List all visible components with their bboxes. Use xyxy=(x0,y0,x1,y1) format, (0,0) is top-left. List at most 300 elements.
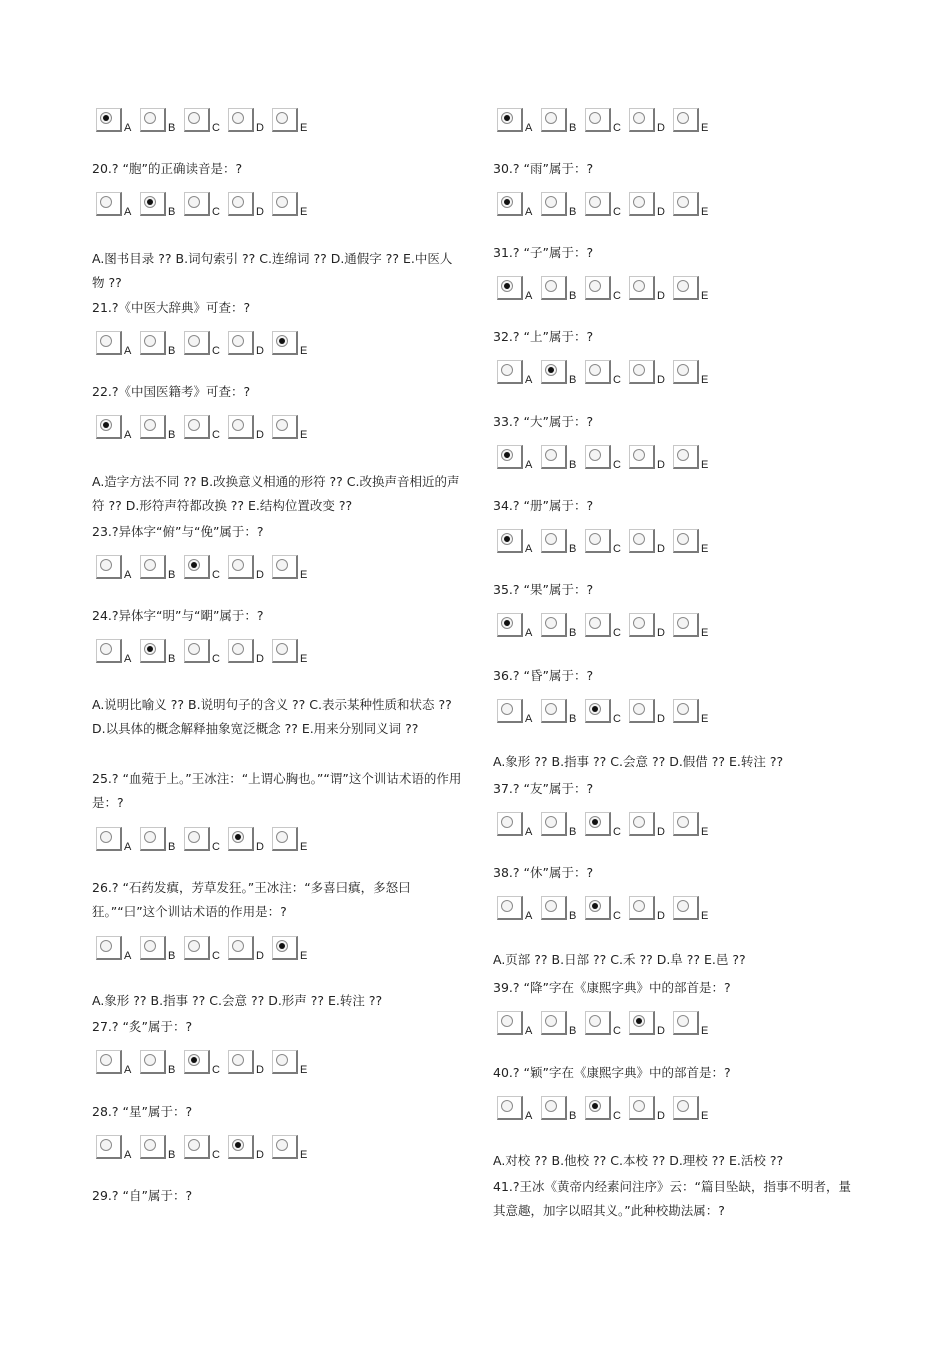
choice-b[interactable] xyxy=(541,360,585,390)
radio-unselected[interactable] xyxy=(100,335,112,347)
radio-unselected[interactable] xyxy=(100,643,112,655)
choice-a[interactable] xyxy=(96,936,140,966)
choice-e[interactable] xyxy=(673,445,717,475)
choice-e[interactable] xyxy=(272,555,316,585)
radio-unselected[interactable] xyxy=(232,196,244,208)
radio-unselected[interactable] xyxy=(545,1015,557,1027)
choice-letter: B xyxy=(168,653,176,665)
radio-frame xyxy=(96,108,122,132)
choice-letter: B xyxy=(569,290,577,302)
option-list-text: A.图书目录 ?? B.词句索引 ?? C.连绵词 ?? D.通假字 ?? E.中医人物 ?? xyxy=(92,251,453,290)
choice-b[interactable] xyxy=(541,613,585,643)
choice-d[interactable] xyxy=(629,812,673,842)
choice-letter: E xyxy=(701,1025,709,1037)
radio-selected[interactable] xyxy=(501,112,513,124)
choice-d[interactable] xyxy=(228,936,272,966)
radio-unselected[interactable] xyxy=(589,364,601,376)
choice-letter: D xyxy=(657,459,665,471)
radio-frame xyxy=(541,192,567,216)
radio-frame xyxy=(673,108,699,132)
choice-c[interactable] xyxy=(184,1050,228,1080)
choice-e[interactable] xyxy=(272,415,316,445)
choice-a[interactable] xyxy=(96,192,140,222)
radio-unselected[interactable] xyxy=(188,643,200,655)
radio-unselected[interactable] xyxy=(276,112,288,124)
choice-b[interactable] xyxy=(541,108,585,138)
choice-a[interactable] xyxy=(96,1135,140,1165)
left-q5-choices xyxy=(96,555,316,585)
choice-c[interactable] xyxy=(184,827,228,857)
question-text: 31.? “子”属于：? xyxy=(493,245,594,260)
choice-a[interactable] xyxy=(497,1011,541,1041)
choice-b[interactable] xyxy=(140,1050,184,1080)
radio-frame xyxy=(140,331,166,355)
radio-frame xyxy=(272,192,298,216)
radio-unselected[interactable] xyxy=(232,559,244,571)
radio-frame xyxy=(184,639,210,663)
choice-b[interactable] xyxy=(140,936,184,966)
radio-frame xyxy=(228,1135,254,1159)
choice-letter: A xyxy=(525,459,533,471)
left-q3-choices xyxy=(96,415,316,445)
choice-letter: D xyxy=(256,950,264,962)
radio-unselected[interactable] xyxy=(232,940,244,952)
choice-a[interactable] xyxy=(497,699,541,729)
choice-e[interactable] xyxy=(272,639,316,669)
radio-unselected[interactable] xyxy=(188,112,200,124)
radio-selected[interactable] xyxy=(232,831,244,843)
choice-a[interactable] xyxy=(497,192,541,222)
choice-c[interactable] xyxy=(184,192,228,222)
choice-e[interactable] xyxy=(272,827,316,857)
choice-a[interactable] xyxy=(96,108,140,138)
radio-unselected[interactable] xyxy=(633,364,645,376)
choice-b[interactable] xyxy=(541,812,585,842)
choice-letter: C xyxy=(613,1110,621,1122)
choice-letter: A xyxy=(525,826,533,838)
radio-unselected[interactable] xyxy=(501,1100,513,1112)
choice-b[interactable] xyxy=(541,1011,585,1041)
radio-unselected[interactable] xyxy=(589,617,601,629)
choice-e[interactable] xyxy=(673,192,717,222)
radio-selected[interactable] xyxy=(144,643,156,655)
radio-unselected[interactable] xyxy=(545,280,557,292)
choice-c[interactable] xyxy=(585,896,629,926)
radio-unselected[interactable] xyxy=(144,559,156,571)
radio-unselected[interactable] xyxy=(100,831,112,843)
radio-unselected[interactable] xyxy=(589,449,601,461)
radio-frame xyxy=(629,445,655,469)
radio-selected[interactable] xyxy=(144,196,156,208)
choice-e[interactable] xyxy=(673,896,717,926)
option-list-text: A.对校 ?? B.他校 ?? C.本校 ?? D.理校 ?? E.活校 ?? xyxy=(493,1153,784,1168)
choice-b[interactable] xyxy=(541,445,585,475)
radio-frame xyxy=(629,276,655,300)
radio-unselected[interactable] xyxy=(232,1054,244,1066)
radio-unselected[interactable] xyxy=(232,419,244,431)
left-q11-choices xyxy=(96,1050,316,1080)
choice-b[interactable] xyxy=(140,827,184,857)
choice-c[interactable] xyxy=(184,1135,228,1165)
choice-letter: B xyxy=(569,122,577,134)
choice-e[interactable] xyxy=(673,529,717,559)
radio-selected[interactable] xyxy=(589,703,601,715)
radio-unselected[interactable] xyxy=(677,1100,689,1112)
choice-e[interactable] xyxy=(673,812,717,842)
radio-unselected[interactable] xyxy=(100,196,112,208)
radio-unselected[interactable] xyxy=(188,335,200,347)
radio-unselected[interactable] xyxy=(501,1015,513,1027)
radio-unselected[interactable] xyxy=(100,1054,112,1066)
right-q11-choices xyxy=(497,1011,717,1041)
radio-frame xyxy=(585,108,611,132)
radio-unselected[interactable] xyxy=(545,196,557,208)
radio-frame xyxy=(673,896,699,920)
radio-unselected[interactable] xyxy=(677,364,689,376)
choice-e[interactable] xyxy=(673,276,717,306)
choice-c[interactable] xyxy=(184,936,228,966)
choice-a[interactable] xyxy=(497,360,541,390)
choice-d[interactable] xyxy=(228,108,272,138)
choice-c[interactable] xyxy=(184,415,228,445)
radio-unselected[interactable] xyxy=(276,1054,288,1066)
radio-unselected[interactable] xyxy=(144,1054,156,1066)
radio-unselected[interactable] xyxy=(677,703,689,715)
choice-d[interactable] xyxy=(629,276,673,306)
choice-a[interactable] xyxy=(96,555,140,585)
choice-letter: E xyxy=(300,1149,308,1161)
question-text: 40.? “颖”字在《康熙字典》中的部首是：? xyxy=(493,1065,731,1080)
choice-a[interactable] xyxy=(497,445,541,475)
radio-selected[interactable] xyxy=(276,335,288,347)
choice-a[interactable] xyxy=(497,529,541,559)
radio-unselected[interactable] xyxy=(188,196,200,208)
radio-selected[interactable] xyxy=(276,940,288,952)
choice-d[interactable] xyxy=(228,827,272,857)
radio-unselected[interactable] xyxy=(545,533,557,545)
radio-frame xyxy=(629,529,655,553)
choice-c[interactable] xyxy=(585,1011,629,1041)
choice-letter: C xyxy=(613,122,621,134)
radio-unselected[interactable] xyxy=(633,703,645,715)
radio-unselected[interactable] xyxy=(232,643,244,655)
radio-selected[interactable] xyxy=(589,900,601,912)
choice-a[interactable] xyxy=(96,415,140,445)
radio-unselected[interactable] xyxy=(144,112,156,124)
radio-unselected[interactable] xyxy=(545,449,557,461)
choice-letter: B xyxy=(168,206,176,218)
radio-unselected[interactable] xyxy=(545,617,557,629)
radio-frame xyxy=(184,108,210,132)
choice-letter: E xyxy=(300,429,308,441)
choice-e[interactable] xyxy=(272,1135,316,1165)
question-text: 27.? “炙”属于：? xyxy=(92,1019,193,1034)
radio-selected[interactable] xyxy=(501,533,513,545)
choice-d[interactable] xyxy=(228,192,272,222)
choice-letter: A xyxy=(525,910,533,922)
choice-e[interactable] xyxy=(272,192,316,222)
radio-unselected[interactable] xyxy=(545,1100,557,1112)
choice-c[interactable] xyxy=(585,613,629,643)
choice-d[interactable] xyxy=(629,1096,673,1126)
choice-letter: C xyxy=(212,841,220,853)
choice-e[interactable] xyxy=(673,613,717,643)
choice-letter: C xyxy=(613,290,621,302)
radio-unselected[interactable] xyxy=(677,617,689,629)
choice-d[interactable] xyxy=(629,699,673,729)
radio-selected[interactable] xyxy=(589,1100,601,1112)
radio-unselected[interactable] xyxy=(633,280,645,292)
choice-letter: B xyxy=(168,1064,176,1076)
choice-letter: B xyxy=(168,569,176,581)
radio-selected[interactable] xyxy=(501,280,513,292)
right-q5-choices xyxy=(497,613,717,643)
choice-b[interactable] xyxy=(541,699,585,729)
choice-e[interactable] xyxy=(673,1096,717,1126)
radio-frame xyxy=(497,445,523,469)
radio-unselected[interactable] xyxy=(501,816,513,828)
choice-c[interactable] xyxy=(585,276,629,306)
radio-selected[interactable] xyxy=(188,1054,200,1066)
radio-frame xyxy=(96,1135,122,1159)
radio-unselected[interactable] xyxy=(677,112,689,124)
radio-selected[interactable] xyxy=(501,617,513,629)
choice-d[interactable] xyxy=(228,555,272,585)
radio-unselected[interactable] xyxy=(276,1139,288,1151)
choice-letter: C xyxy=(212,950,220,962)
choice-letter: D xyxy=(256,206,264,218)
radio-frame xyxy=(184,936,210,960)
left-q12-choices xyxy=(96,1135,316,1165)
choice-letter: E xyxy=(701,826,709,838)
choice-c[interactable] xyxy=(585,445,629,475)
radio-frame xyxy=(497,276,523,300)
choice-d[interactable] xyxy=(228,415,272,445)
choice-letter: A xyxy=(124,345,132,357)
choice-b[interactable] xyxy=(541,1096,585,1126)
question-text: 38.? “休”属于：? xyxy=(493,865,594,880)
radio-unselected[interactable] xyxy=(589,280,601,292)
radio-unselected[interactable] xyxy=(188,831,200,843)
choice-c[interactable] xyxy=(585,699,629,729)
radio-unselected[interactable] xyxy=(633,533,645,545)
choice-b[interactable] xyxy=(140,415,184,445)
radio-unselected[interactable] xyxy=(188,419,200,431)
radio-frame xyxy=(629,699,655,723)
radio-selected[interactable] xyxy=(232,1139,244,1151)
choice-d[interactable] xyxy=(228,331,272,361)
choice-e[interactable] xyxy=(272,936,316,966)
radio-unselected[interactable] xyxy=(188,1139,200,1151)
choice-a[interactable] xyxy=(497,276,541,306)
radio-unselected[interactable] xyxy=(589,112,601,124)
radio-unselected[interactable] xyxy=(677,533,689,545)
question-text: 22.?《中国医籍考》可查：? xyxy=(92,384,251,399)
choice-d[interactable] xyxy=(629,529,673,559)
right-q3-choices xyxy=(497,445,717,475)
choice-c[interactable] xyxy=(585,108,629,138)
radio-unselected[interactable] xyxy=(144,831,156,843)
radio-selected[interactable] xyxy=(501,449,513,461)
choice-d[interactable] xyxy=(228,639,272,669)
radio-frame xyxy=(96,639,122,663)
choice-c[interactable] xyxy=(585,529,629,559)
choice-letter: D xyxy=(657,1025,665,1037)
radio-unselected[interactable] xyxy=(633,816,645,828)
choice-letter: C xyxy=(212,429,220,441)
radio-frame xyxy=(272,1050,298,1074)
choice-b[interactable] xyxy=(541,276,585,306)
radio-unselected[interactable] xyxy=(677,449,689,461)
choice-a[interactable] xyxy=(497,812,541,842)
choice-b[interactable] xyxy=(541,529,585,559)
choice-e[interactable] xyxy=(272,108,316,138)
radio-frame xyxy=(184,827,210,851)
choice-e[interactable] xyxy=(673,1011,717,1041)
choice-b[interactable] xyxy=(140,192,184,222)
choice-b[interactable] xyxy=(541,896,585,926)
left-q6-choices xyxy=(96,639,316,669)
radio-unselected[interactable] xyxy=(100,940,112,952)
radio-unselected[interactable] xyxy=(633,449,645,461)
radio-unselected[interactable] xyxy=(545,900,557,912)
choice-d[interactable] xyxy=(629,360,673,390)
choice-b[interactable] xyxy=(140,1135,184,1165)
radio-unselected[interactable] xyxy=(501,703,513,715)
choice-b[interactable] xyxy=(140,108,184,138)
choice-letter: C xyxy=(212,345,220,357)
radio-unselected[interactable] xyxy=(589,1015,601,1027)
radio-selected[interactable] xyxy=(633,1015,645,1027)
choice-letter: E xyxy=(300,122,308,134)
radio-unselected[interactable] xyxy=(276,196,288,208)
radio-unselected[interactable] xyxy=(677,900,689,912)
choice-d[interactable] xyxy=(629,613,673,643)
choice-e[interactable] xyxy=(673,360,717,390)
radio-frame xyxy=(272,936,298,960)
choice-d[interactable] xyxy=(629,896,673,926)
radio-unselected[interactable] xyxy=(276,643,288,655)
radio-unselected[interactable] xyxy=(633,1100,645,1112)
question-text: 25.? “血菀于上。”王冰注：“上谓心胸也。”“谓”这个训诂术语的作用是：? xyxy=(92,771,462,810)
choice-b[interactable] xyxy=(140,331,184,361)
radio-unselected[interactable] xyxy=(144,335,156,347)
radio-unselected[interactable] xyxy=(144,1139,156,1151)
choice-a[interactable] xyxy=(497,1096,541,1126)
choice-e[interactable] xyxy=(272,331,316,361)
radio-frame xyxy=(629,192,655,216)
choice-letter: C xyxy=(613,374,621,386)
radio-frame xyxy=(184,331,210,355)
choice-c[interactable] xyxy=(184,108,228,138)
choice-a[interactable] xyxy=(96,639,140,669)
radio-unselected[interactable] xyxy=(589,196,601,208)
choice-e[interactable] xyxy=(673,108,717,138)
radio-unselected[interactable] xyxy=(501,900,513,912)
radio-unselected[interactable] xyxy=(545,816,557,828)
choice-d[interactable] xyxy=(629,108,673,138)
choice-a[interactable] xyxy=(497,896,541,926)
choice-d[interactable] xyxy=(228,1135,272,1165)
radio-unselected[interactable] xyxy=(144,940,156,952)
choice-a[interactable] xyxy=(497,613,541,643)
radio-selected[interactable] xyxy=(100,112,112,124)
choice-d[interactable] xyxy=(629,1011,673,1041)
radio-unselected[interactable] xyxy=(232,112,244,124)
radio-unselected[interactable] xyxy=(545,703,557,715)
choice-b[interactable] xyxy=(140,555,184,585)
radio-selected[interactable] xyxy=(501,196,513,208)
radio-frame xyxy=(673,812,699,836)
radio-selected[interactable] xyxy=(188,559,200,571)
choice-b[interactable] xyxy=(140,639,184,669)
radio-unselected[interactable] xyxy=(100,1139,112,1151)
radio-unselected[interactable] xyxy=(188,940,200,952)
radio-unselected[interactable] xyxy=(276,831,288,843)
choice-e[interactable] xyxy=(272,1050,316,1080)
choice-a[interactable] xyxy=(96,1050,140,1080)
radio-frame xyxy=(140,639,166,663)
choice-d[interactable] xyxy=(629,192,673,222)
radio-selected[interactable] xyxy=(545,364,557,376)
radio-frame xyxy=(272,1135,298,1159)
radio-frame xyxy=(673,613,699,637)
radio-unselected[interactable] xyxy=(677,280,689,292)
radio-unselected[interactable] xyxy=(545,112,557,124)
radio-unselected[interactable] xyxy=(677,816,689,828)
choice-c[interactable] xyxy=(585,1096,629,1126)
radio-unselected[interactable] xyxy=(633,196,645,208)
choice-letter: A xyxy=(124,653,132,665)
radio-unselected[interactable] xyxy=(501,364,513,376)
radio-unselected[interactable] xyxy=(232,335,244,347)
radio-unselected[interactable] xyxy=(633,617,645,629)
radio-selected[interactable] xyxy=(589,816,601,828)
choice-c[interactable] xyxy=(184,331,228,361)
choice-c[interactable] xyxy=(184,555,228,585)
question-text: 29.? “自”属于：? xyxy=(92,1188,193,1203)
radio-unselected[interactable] xyxy=(144,419,156,431)
choice-c[interactable] xyxy=(585,192,629,222)
choice-c[interactable] xyxy=(585,812,629,842)
radio-unselected[interactable] xyxy=(633,112,645,124)
radio-frame xyxy=(272,827,298,851)
choice-e[interactable] xyxy=(673,699,717,729)
choice-letter: B xyxy=(569,826,577,838)
radio-unselected[interactable] xyxy=(589,533,601,545)
choice-a[interactable] xyxy=(96,331,140,361)
radio-unselected[interactable] xyxy=(633,900,645,912)
choice-c[interactable] xyxy=(184,639,228,669)
choice-d[interactable] xyxy=(228,1050,272,1080)
radio-selected[interactable] xyxy=(100,419,112,431)
radio-unselected[interactable] xyxy=(677,196,689,208)
choice-letter: C xyxy=(613,459,621,471)
choice-d[interactable] xyxy=(629,445,673,475)
radio-frame xyxy=(96,415,122,439)
radio-unselected[interactable] xyxy=(276,559,288,571)
option-list-text: A.说明比喻义 ?? B.说明句子的含义 ?? C.表示某种性质和状态 ?? D.以具体的概念解释抽象宽泛概念 ?? E.用来分别同义词 ?? xyxy=(92,697,452,736)
radio-frame xyxy=(140,192,166,216)
choice-c[interactable] xyxy=(585,360,629,390)
radio-unselected[interactable] xyxy=(100,559,112,571)
choice-letter: E xyxy=(300,653,308,665)
radio-unselected[interactable] xyxy=(677,1015,689,1027)
choice-a[interactable] xyxy=(497,108,541,138)
choice-b[interactable] xyxy=(541,192,585,222)
radio-unselected[interactable] xyxy=(276,419,288,431)
choice-a[interactable] xyxy=(96,827,140,857)
